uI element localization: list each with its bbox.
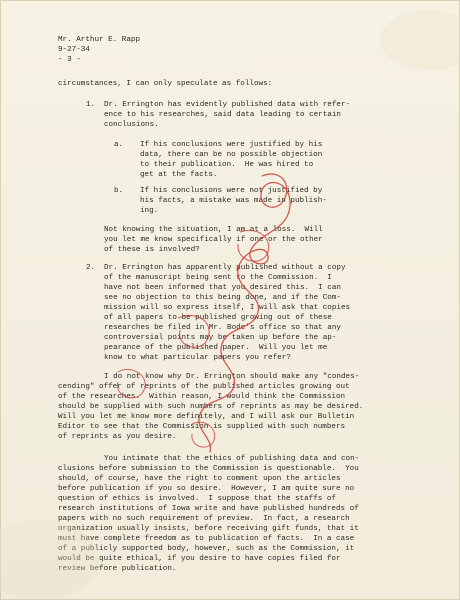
ethics-paragraph-line: research institutions of Iowa write and have published hundreds of: [58, 505, 359, 513]
reprints-paragraph-line: cending" offer of reprints of the published articles growing out: [58, 383, 350, 391]
item-2-line: of all papers to be published growing out of these: [104, 314, 332, 322]
reprints-paragraph-line: I do not know why Dr. Errington should make any "condes-: [104, 373, 360, 381]
item-2-line: of the manuscript being sent to the Commission. I: [104, 274, 332, 282]
ethics-paragraph-line: review before publication.: [58, 565, 177, 573]
reprints-paragraph-line: should be supplied with such numbers of reprints as may be desired.: [58, 403, 364, 411]
item-2-line: see no objection to this being done, and if the Com-: [104, 294, 341, 302]
reprints-paragraph-line: of the researches. Within reason, I would think the Commission: [58, 393, 346, 401]
item-2-number: 2.: [86, 264, 96, 272]
ethics-paragraph-line: clusions before submission to the Commission is questionable. You: [58, 465, 359, 473]
item-2-line: researches be filed in Mr. Bode's office so that any: [104, 324, 341, 332]
reprints-paragraph-line: Editor to see that the Commission is supplied with such numbers: [58, 423, 346, 431]
ethics-paragraph-line: before publication if you so desire. However, I am quite sure no: [58, 485, 355, 493]
item-2-line: have not been informed that you desired this. I can: [104, 284, 341, 292]
item-2-line: know to what particular papers you refer?: [104, 354, 291, 362]
sub-b-line: ing.: [140, 207, 159, 215]
item-2-line: controversial points may be taken up before the ap-: [104, 334, 337, 342]
ethics-paragraph-line: of a publicly supported body, however, such as the Commission, it: [58, 545, 355, 553]
item-1-closing-line: Not knowing the situation, I am at a loss. Will: [104, 226, 323, 234]
ethics-paragraph-line: organization usually insists, before receiving gift funds, that it: [58, 525, 359, 533]
intro-line: circumstances, I can only speculate as follows:: [58, 80, 273, 88]
recipient-name: Mr. Arthur E. Rapp: [58, 36, 141, 44]
reprints-paragraph-line: of reprints as you desire.: [58, 433, 177, 441]
item-1-line: ence to his researches, said data leading to certain: [104, 111, 341, 119]
sub-a-line: get at the facts.: [140, 171, 218, 179]
item-1-line: Dr. Errington has evidently published data with refer-: [104, 101, 351, 109]
item-2-line: pearance of the published paper. Will you let me: [104, 344, 328, 352]
ethics-paragraph-line: question of ethics is involved. I suppose that the staffs of: [58, 495, 336, 503]
sub-a-line: data, there can be no possible objection: [140, 151, 323, 159]
item-1-number: 1.: [86, 101, 96, 109]
item-1-line: conclusions.: [104, 121, 159, 129]
item-1-closing-line: you let me know specifically if one or the other: [104, 236, 323, 244]
sub-b-label: b.: [114, 187, 124, 195]
letter-date: 9-27-34: [58, 46, 90, 54]
sub-b-line: his facts, a mistake was made in publish-: [140, 197, 327, 205]
item-2-line: Dr. Errington has apparently published without a copy: [104, 264, 346, 272]
ethics-paragraph-line: should, of course, have the right to comment upon the articles: [58, 475, 341, 483]
item-1-closing-line: of these is involved?: [104, 246, 200, 254]
ethics-paragraph-line: must have complete freedom as to publication of facts. In a case: [58, 535, 355, 543]
ethics-paragraph-line: papers with no such requirement of preview. In fact, a research: [58, 515, 350, 523]
page-number: - 3 -: [58, 56, 81, 64]
ethics-paragraph-line: would be quite ethical, if you desire to have copies filed for: [58, 555, 341, 563]
item-2-line: mission will so express itself, I will ask that copies: [104, 304, 351, 312]
sub-a-line: If his conclusions were justified by his: [140, 141, 323, 149]
sub-a-line: to their publication. He was hired to: [140, 161, 314, 169]
sub-b-line: If his conclusions were not justified by: [140, 187, 323, 195]
sub-a-label: a.: [114, 141, 124, 149]
ethics-paragraph-line: You intimate that the ethics of publishing data and con-: [104, 455, 360, 463]
reprints-paragraph-line: Will you let me know more definitely, and I will ask our Bulletin: [58, 413, 355, 421]
